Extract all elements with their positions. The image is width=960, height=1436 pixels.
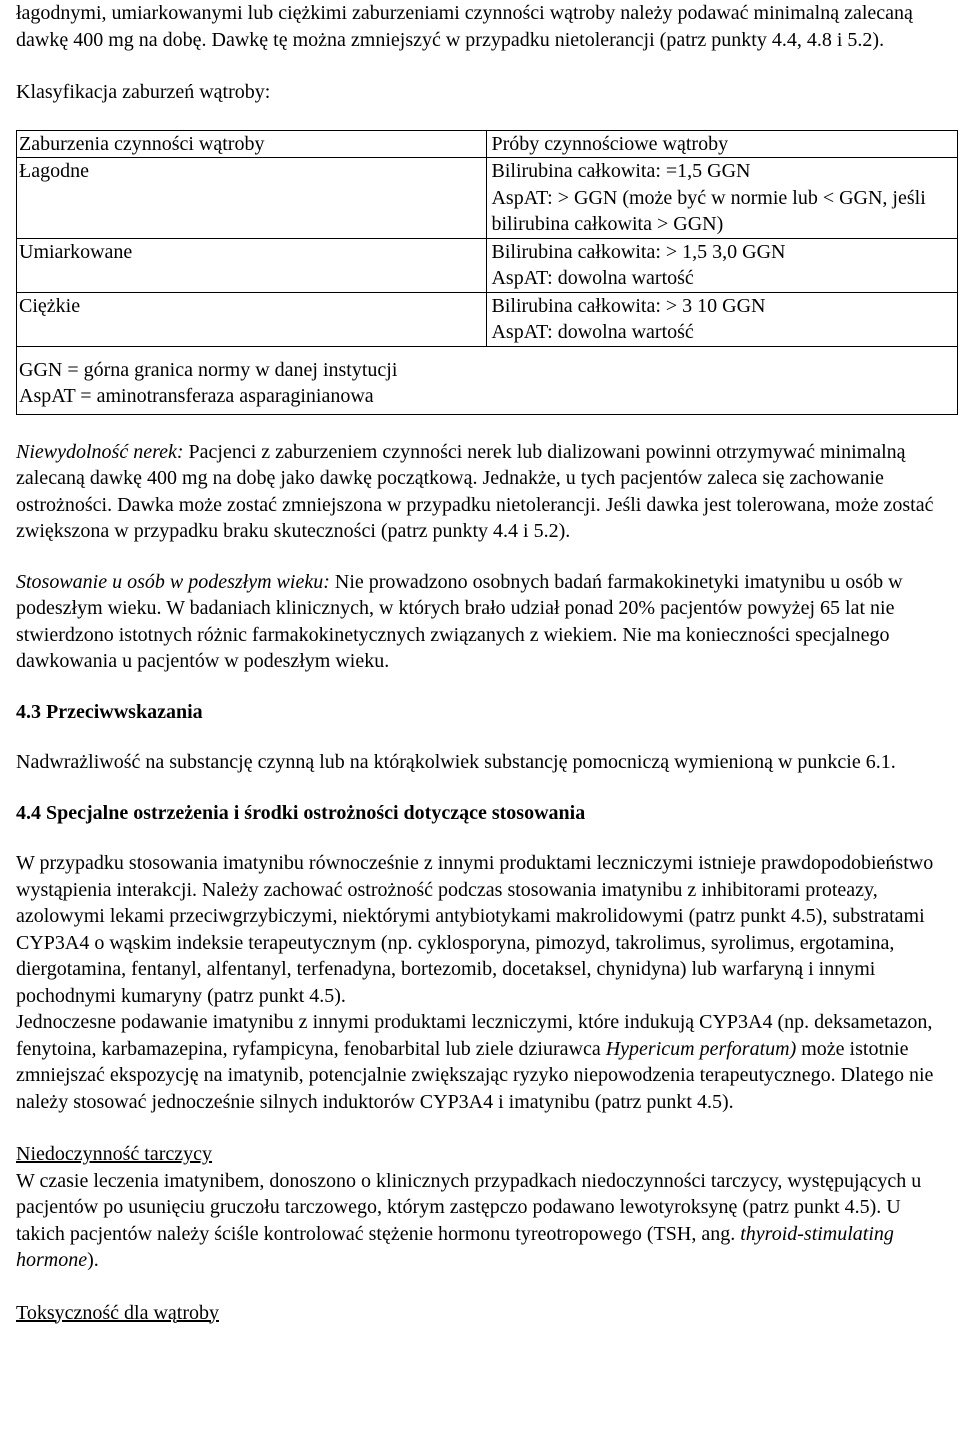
table-row — [17, 292, 958, 346]
kidney-label: Niewydolność nerek: — [16, 440, 184, 463]
cell-line: AspAT: dowolna wartość — [491, 267, 694, 289]
kidney-text: Pacjenci z zaburzeniem czynności nerek lub dializowani powinni otrzymywać minimalną zalecaną dawkę 400 mg na dobę jako dawkę początkową. Jednakże, u tych pacjentów zaleca się zachowanie ostrożności. Dawka może zostać zmniejszona w przypadku nietolerancji. Jeśli dawka jest tolerowana, może zostać zwiększona w przypadku braku skuteczności (patrz punkty 4.4 i 5.2). — [16, 440, 934, 542]
liver-classification-table — [16, 130, 958, 415]
elderly-text: Nie prowadzono osobnych badań farmakokinetyki imatynibu u osób w podeszłym wieku. W badaniach klinicznych, w których brało udział ponad 20% pacjentów powyżej 65 lat nie stwierdzono istotnych różnic farmakokinetycznych związanych z wiekiem. Nie ma konieczności specjalnego dawkowania u pacjentów w podeszłym wieku. — [16, 570, 903, 672]
elderly-label: Stosowanie u osób w podeszłym wieku: — [16, 570, 330, 593]
footnote-line: GGN = górna granica normy w danej instytucji — [19, 358, 398, 381]
tsh-term: thyroid-stimulating hormone — [16, 1222, 894, 1271]
thyroid-heading: Niedoczynność tarczycy — [16, 1143, 213, 1165]
intro-paragraph: łagodnymi, umiarkowanymi lub ciężkimi zaburzeniami czynności wątroby należy podawać minimalną zalecaną dawkę 400 mg na dobę. Dawkę tę można zmniejszyć w przypadku nietolerancji (patrz punkty 4.4, 4.8 i 5.2). — [16, 2, 913, 51]
liver-toxicity-heading: Toksyczność dla wątroby — [16, 1301, 219, 1324]
footnote-line: AspAT = aminotransferaza asparaginianowa — [19, 385, 374, 407]
cyp3a4-text-b: może istotnie zmniejszać ekspozycję na imatynib, potencjalnie zwiększając ryzyko niepowodzenia terapeutycznego. Dlatego nie należy stosować jednocześnie silnych induktorów CYP3A4 i imatynibu (patrz punkt 4.5). — [16, 1037, 934, 1113]
table-cell — [487, 292, 958, 346]
thyroid-text-b: ). — [87, 1249, 99, 1271]
section-4-3-heading: 4.3 Przeciwwskazania — [16, 700, 203, 723]
table-row — [17, 238, 958, 292]
elderly-paragraph — [16, 569, 952, 675]
cell-line: Bilirubina całkowita: > 1,5 3,0 GGN — [491, 240, 786, 263]
table-header-cell: Zaburzenia czynności wątroby — [17, 130, 487, 158]
section-4-3-text: Nadwrażliwość na substancję czynną lub na którąkolwiek substancję pomocniczą wymienioną w punkcie 6.1. — [16, 751, 896, 773]
table-cell — [487, 158, 958, 239]
interactions-paragraph: W przypadku stosowania imatynibu równocześnie z innymi produktami leczniczymi istnieje prawdopodobieństwo wystąpienia interakcji. Należy zachować ostrożność podczas stosowania imatynibu z inhibitorami proteazy, azolowymi lekami przeciwgrzybiczymi, niektórymi antybiotykami makrolidowymi (patrz punkt 4.5), substratami CYP3A4 o wąskim indeksie terapeutycznym (np. cyklosporyna, pimozyd, takrolimus, syrolimus, ergotamina, diergotamina, fentanyl, alfentanyl, terfenadyna, bortezomib, docetaksel, chynidyna) lub warfaryną i innymi pochodnymi kumaryny (patrz punkt 4.5). — [16, 852, 934, 1007]
table-row — [17, 158, 958, 239]
cyp3a4-paragraph — [16, 1009, 952, 1115]
kidney-paragraph — [16, 439, 952, 545]
table-header-cell: Próby czynnościowe wątroby — [487, 130, 958, 158]
thyroid-text-a: W czasie leczenia imatynibem, donoszono o klinicznych przypadkach niedoczynności tarczycy, występujących u pacjentów po usunięciu gruczołu tarczowego, którym zastępczo podawano lewotyroksynę (patrz punkt 4.5). U takich pacjentów należy ściśle kontrolować stężenie hormonu tyreotropowego (TSH, ang. — [16, 1169, 922, 1245]
table-cell: Łagodne — [17, 158, 487, 239]
cell-line: Bilirubina całkowita: =1,5 GGN — [491, 160, 751, 182]
cyp3a4-text-a: Jednoczesne podawanie imatynibu z innymi produktami leczniczymi, które indukują CYP3A4 (np. deksametazon, fenytoina, karbamazepina, ryfampicyna, fenobarbital lub ziele dziurawca — [16, 1011, 933, 1060]
thyroid-paragraph — [16, 1168, 952, 1274]
document-page — [16, 0, 952, 1326]
cell-line: Bilirubina całkowita: > 3 10 GGN — [491, 294, 766, 317]
table-cell — [487, 238, 958, 292]
hypericum-text: Hypericum perforatum) — [605, 1037, 797, 1060]
cell-line: AspAT: > GGN (może być w normie lub < GGN, jeśli bilirubina całkowita > GGN) — [491, 186, 926, 235]
cell-line: AspAT: dowolna wartość — [491, 321, 694, 343]
classification-title: Klasyfikacja zaburzeń wątroby: — [16, 81, 271, 103]
section-4-4-heading: 4.4 Specjalne ostrzeżenia i środki ostrożności dotyczące stosowania — [16, 801, 586, 824]
table-footer-row — [17, 346, 958, 414]
table-cell: Ciężkie — [17, 292, 487, 346]
table-row — [17, 130, 958, 158]
table-cell: Umiarkowane — [17, 238, 487, 292]
table-footnote — [17, 346, 958, 414]
